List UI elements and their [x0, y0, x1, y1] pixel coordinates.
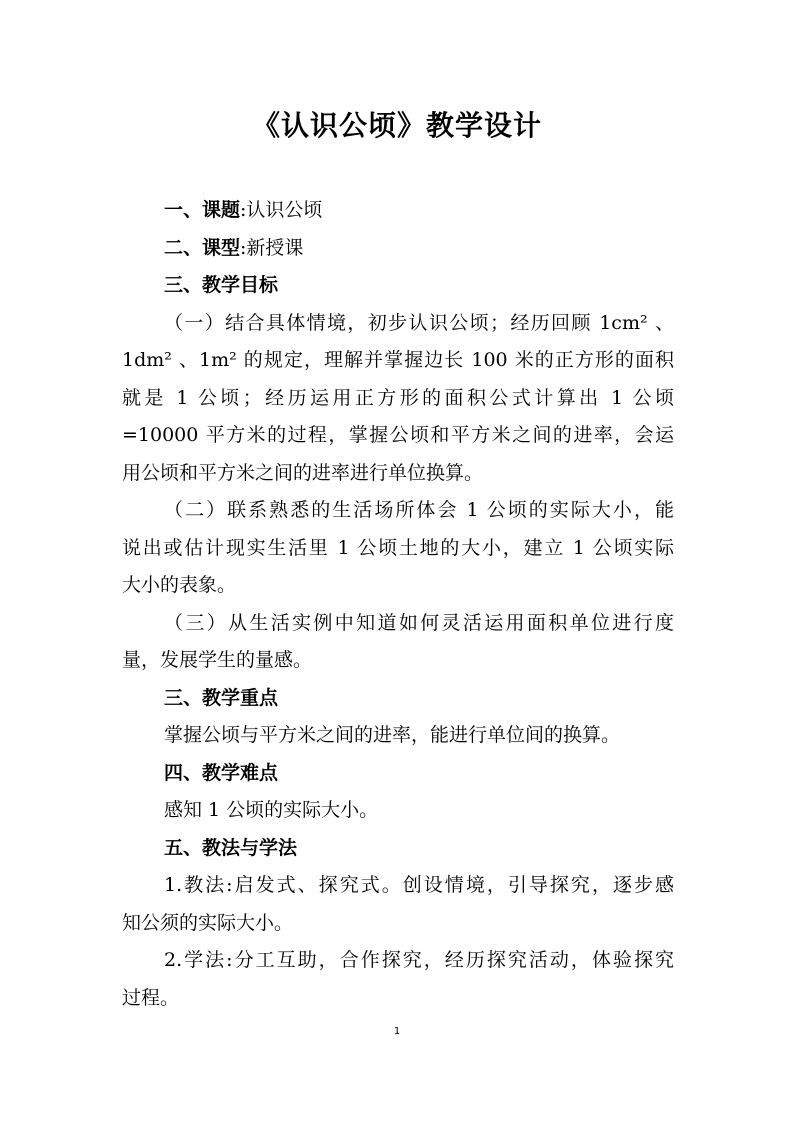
paragraph-line: 大小的表象。: [122, 574, 237, 596]
paragraph-line: 说出或估计现实生活里 1 公顷土地的大小，建立 1 公顷实际: [122, 536, 674, 559]
type-value: :新授课: [240, 236, 304, 259]
difficulties-heading: 四、教学难点: [164, 761, 279, 784]
methods-heading: 五、教法与学法: [164, 836, 298, 859]
paragraph-line: 就是 1 公顷；经历运用正方形的面积公式计算出 1 公顷: [122, 386, 674, 409]
topic-heading: 一、课题: [164, 199, 241, 221]
method-item-2: [122, 942, 674, 1017]
paragraph-line: 1dm² 、1m² 的规定，理解并掌握边长 100 米的正方形的面积: [122, 349, 674, 371]
document-title: 《认识公顷》教学设计: [251, 109, 542, 142]
paragraph-line: 2.学法:分工互助，合作探究，经历探究活动，体验探究: [164, 949, 674, 971]
document-body: [122, 192, 674, 1017]
method-item-1: [122, 867, 674, 942]
topic-line: [122, 192, 674, 230]
topic-value: :认识公顷: [240, 199, 323, 221]
objective-paragraph-1: [122, 305, 674, 493]
key-points-heading: 三、教学重点: [164, 686, 279, 709]
paragraph-line: 量，发展学生的量感。: [122, 649, 313, 671]
objective-paragraph-2: [122, 492, 674, 605]
type-line: [122, 230, 674, 268]
paragraph-line: （三）从生活实例中知道如何灵活运用面积单位进行度: [164, 611, 674, 634]
objectives-heading: 三、教学目标: [164, 274, 279, 296]
difficulties-text: 感知 1 公顷的实际大小。: [164, 799, 379, 821]
paragraph-line: （一）结合具体情境，初步认识公顷；经历回顾 1cm² 、: [164, 311, 674, 334]
type-heading: 二、课型: [164, 236, 241, 259]
objective-paragraph-3: [122, 605, 674, 680]
page-number: 1: [393, 1026, 401, 1037]
key-points-text: 掌握公顷与平方米之间的进率，能进行单位间的换算。: [164, 724, 621, 746]
paragraph-line: 知公须的实际大小。: [122, 911, 294, 934]
paragraph-line: （二）联系熟悉的生活场所体会 1 公顷的实际大小，能: [164, 499, 674, 521]
paragraph-line: 1.教法:启发式、探究式。创设情境，引导探究，逐步感: [164, 874, 674, 896]
paragraph-line: =10000 平方米的过程，掌握公顷和平方米之间的进率，会运: [122, 424, 674, 446]
paragraph-line: 用公顷和平方米之间的进率进行单位换算。: [122, 461, 484, 484]
paragraph-line: 过程。: [122, 986, 180, 1009]
